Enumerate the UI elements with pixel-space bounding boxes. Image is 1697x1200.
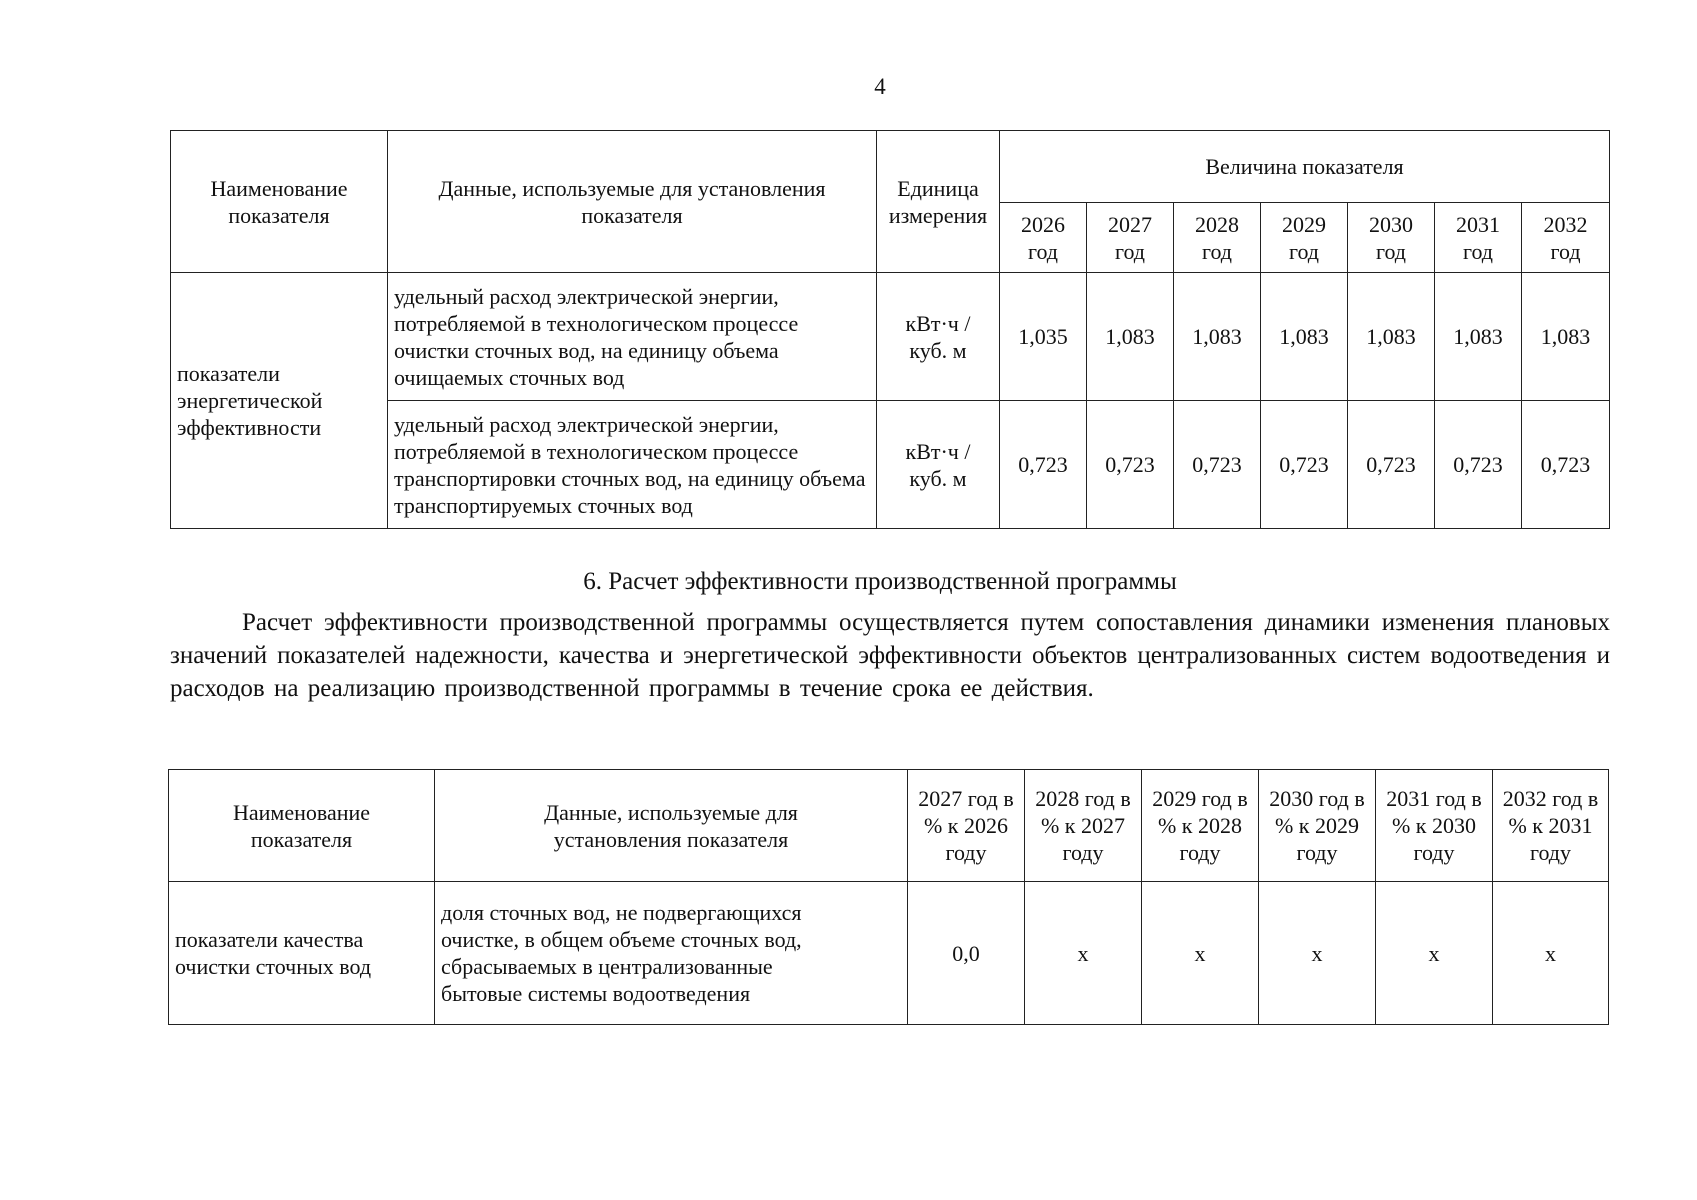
header-period: 2031 год в % к 2030 году: [1376, 770, 1493, 882]
header-year: 2032 год: [1522, 203, 1610, 273]
header-period: 2027 год в % к 2026 году: [908, 770, 1025, 882]
row-value: 1,083: [1435, 273, 1522, 401]
row-unit: кВт·ч / куб. м: [877, 273, 1000, 401]
row-value: 0,723: [1087, 401, 1174, 529]
header-data: Данные, используемые для установления показателя: [388, 131, 877, 273]
row-value: 1,083: [1348, 273, 1435, 401]
row-value: 0,0: [908, 882, 1025, 1025]
header-year: 2028 год: [1174, 203, 1261, 273]
row-unit: кВт·ч / куб. м: [877, 401, 1000, 529]
row-data: удельный расход электрической энергии, потребляемой в технологическом процессе транспортировки сточных вод, на единицу объема транспортируемых сточных вод: [388, 401, 877, 529]
header-data: Данные, используемые для установления показателя: [435, 770, 908, 882]
row-value: 0,723: [1000, 401, 1087, 529]
row-value: 1,035: [1000, 273, 1087, 401]
header-period: 2029 год в % к 2028 году: [1142, 770, 1259, 882]
header-name: Наименование показателя: [169, 770, 435, 882]
row-value: 0,723: [1174, 401, 1261, 529]
efficiency-calculation-table: [168, 769, 1609, 1025]
header-year: 2026 год: [1000, 203, 1087, 273]
energy-efficiency-table: [170, 130, 1610, 529]
row-value: 1,083: [1522, 273, 1610, 401]
section-paragraph: Расчет эффективности производственной программы осуществляется путем сопоставления динамики изменения плановых значений показателей надежности, качества и энергетической эффективности объектов централизованных систем водоотведения и расходов на реализацию производственной программы в течение срока ее действия.: [170, 609, 1610, 702]
row-value: х: [1025, 882, 1142, 1025]
header-name: Наименование показателя: [171, 131, 388, 273]
header-period: 2030 год в % к 2029 году: [1259, 770, 1376, 882]
row-value: 1,083: [1261, 273, 1348, 401]
row-value: х: [1493, 882, 1609, 1025]
row-value: 0,723: [1348, 401, 1435, 529]
row-value: х: [1142, 882, 1259, 1025]
header-period: 2028 год в % к 2027 году: [1025, 770, 1142, 882]
row-data: доля сточных вод, не подвергающихся очистке, в общем объеме сточных вод, сбрасываемых в централизованные бытовые системы водоотведения: [435, 882, 908, 1025]
header-year: 2031 год: [1435, 203, 1522, 273]
row-value: 1,083: [1174, 273, 1261, 401]
group-label: показатели энергетической эффективности: [171, 273, 388, 529]
page-number: 4: [874, 74, 886, 99]
row-value: 0,723: [1522, 401, 1610, 529]
row-value: 0,723: [1435, 401, 1522, 529]
row-data: удельный расход электрической энергии, потребляемой в технологическом процессе очистки сточных вод, на единицу объема очищаемых сточных вод: [388, 273, 877, 401]
header-year: 2027 год: [1087, 203, 1174, 273]
header-year: 2029 год: [1261, 203, 1348, 273]
section-title: 6. Расчет эффективности производственной программы: [583, 568, 1177, 595]
header-year: 2030 год: [1348, 203, 1435, 273]
row-value: х: [1259, 882, 1376, 1025]
row-value: 1,083: [1087, 273, 1174, 401]
header-value: Величина показателя: [1000, 131, 1610, 203]
row-name: показатели качества очистки сточных вод: [169, 882, 435, 1025]
row-value: 0,723: [1261, 401, 1348, 529]
row-value: х: [1376, 882, 1493, 1025]
header-period: 2032 год в % к 2031 году: [1493, 770, 1609, 882]
header-unit: Единица измерения: [877, 131, 1000, 273]
